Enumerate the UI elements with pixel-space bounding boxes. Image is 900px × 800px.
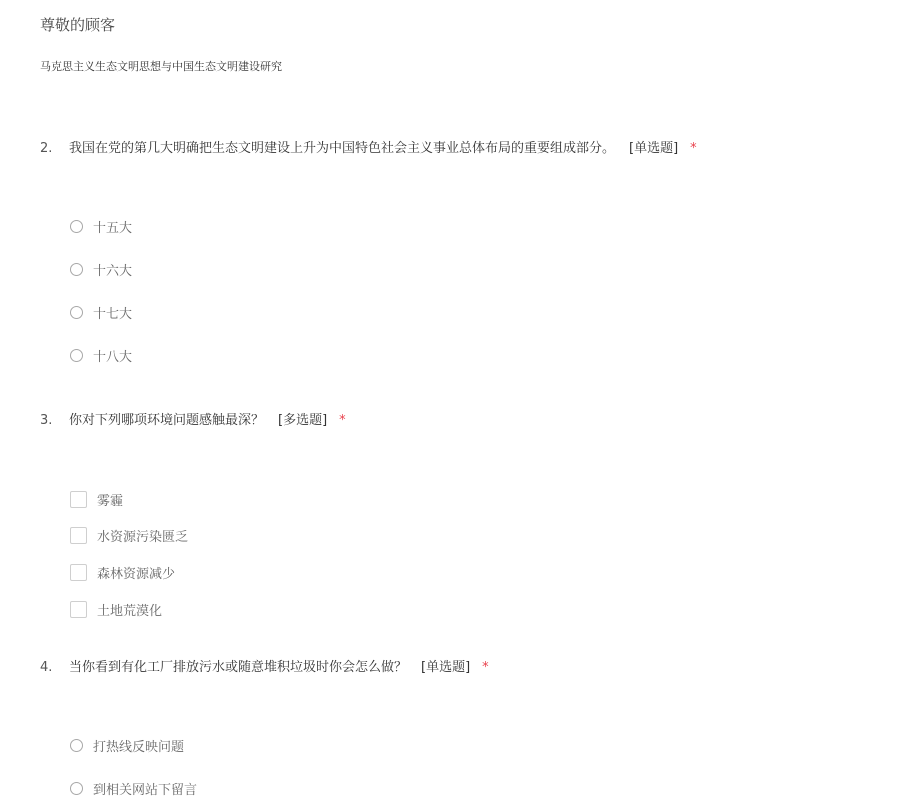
option-label: 雾霾 [97, 494, 124, 509]
option-label: 打热线反映问题 [93, 740, 185, 755]
option-checkbox[interactable] [70, 563, 175, 582]
radio-button[interactable] [70, 306, 83, 319]
survey-subtitle: 马克思主义生态文明思想与中国生态文明建设研究 [40, 60, 282, 73]
option-label: 森林资源减少 [97, 567, 176, 582]
checkbox[interactable] [70, 527, 87, 544]
checkbox[interactable] [70, 491, 87, 508]
question-text: 当你看到有化工厂排放污水或随意堆积垃圾时你会怎么做？ [69, 660, 408, 675]
option-checkbox[interactable] [70, 600, 162, 619]
option-checkbox[interactable] [70, 490, 123, 509]
required-marker: * [339, 413, 346, 428]
radio-button[interactable] [70, 782, 83, 795]
required-marker: * [690, 141, 697, 156]
option-label: 十八大 [93, 350, 133, 365]
question-number: 3. [40, 413, 53, 428]
question-text: 你对下列哪项环境问题感触最深？ [69, 413, 265, 428]
question-2 [40, 137, 880, 365]
option-radio[interactable] [70, 736, 184, 755]
question-4 [40, 656, 880, 798]
radio-button[interactable] [70, 220, 83, 233]
greeting-title: 尊敬的顾客 [40, 16, 116, 34]
question-title [40, 137, 880, 156]
option-label: 土地荒漠化 [97, 604, 163, 619]
question-type-label: [单选题] [421, 660, 471, 675]
question-number: 4. [40, 660, 53, 675]
question-type-label: [多选题] [278, 413, 328, 428]
question-title [40, 409, 880, 428]
question-number: 2. [40, 141, 53, 156]
option-label: 十七大 [93, 307, 133, 322]
option-radio[interactable] [70, 779, 197, 798]
checkbox[interactable] [70, 601, 87, 618]
radio-button[interactable] [70, 739, 83, 752]
option-label: 水资源污染匮乏 [97, 530, 189, 545]
option-radio[interactable] [70, 346, 132, 365]
question-text: 我国在党的第几大明确把生态文明建设上升为中国特色社会主义事业总体布局的重要组成部分。 [69, 141, 616, 156]
option-radio[interactable] [70, 217, 132, 236]
question-title [40, 656, 880, 675]
checkbox[interactable] [70, 564, 87, 581]
required-marker: * [482, 660, 489, 675]
question-type-label: [单选题] [629, 141, 679, 156]
option-checkbox[interactable] [70, 526, 188, 545]
radio-button[interactable] [70, 263, 83, 276]
option-label: 到相关网站下留言 [93, 783, 198, 798]
radio-button[interactable] [70, 349, 83, 362]
question-3 [40, 409, 880, 619]
option-radio[interactable] [70, 260, 132, 279]
option-radio[interactable] [70, 303, 132, 322]
option-label: 十五大 [93, 221, 133, 236]
option-label: 十六大 [93, 264, 133, 279]
